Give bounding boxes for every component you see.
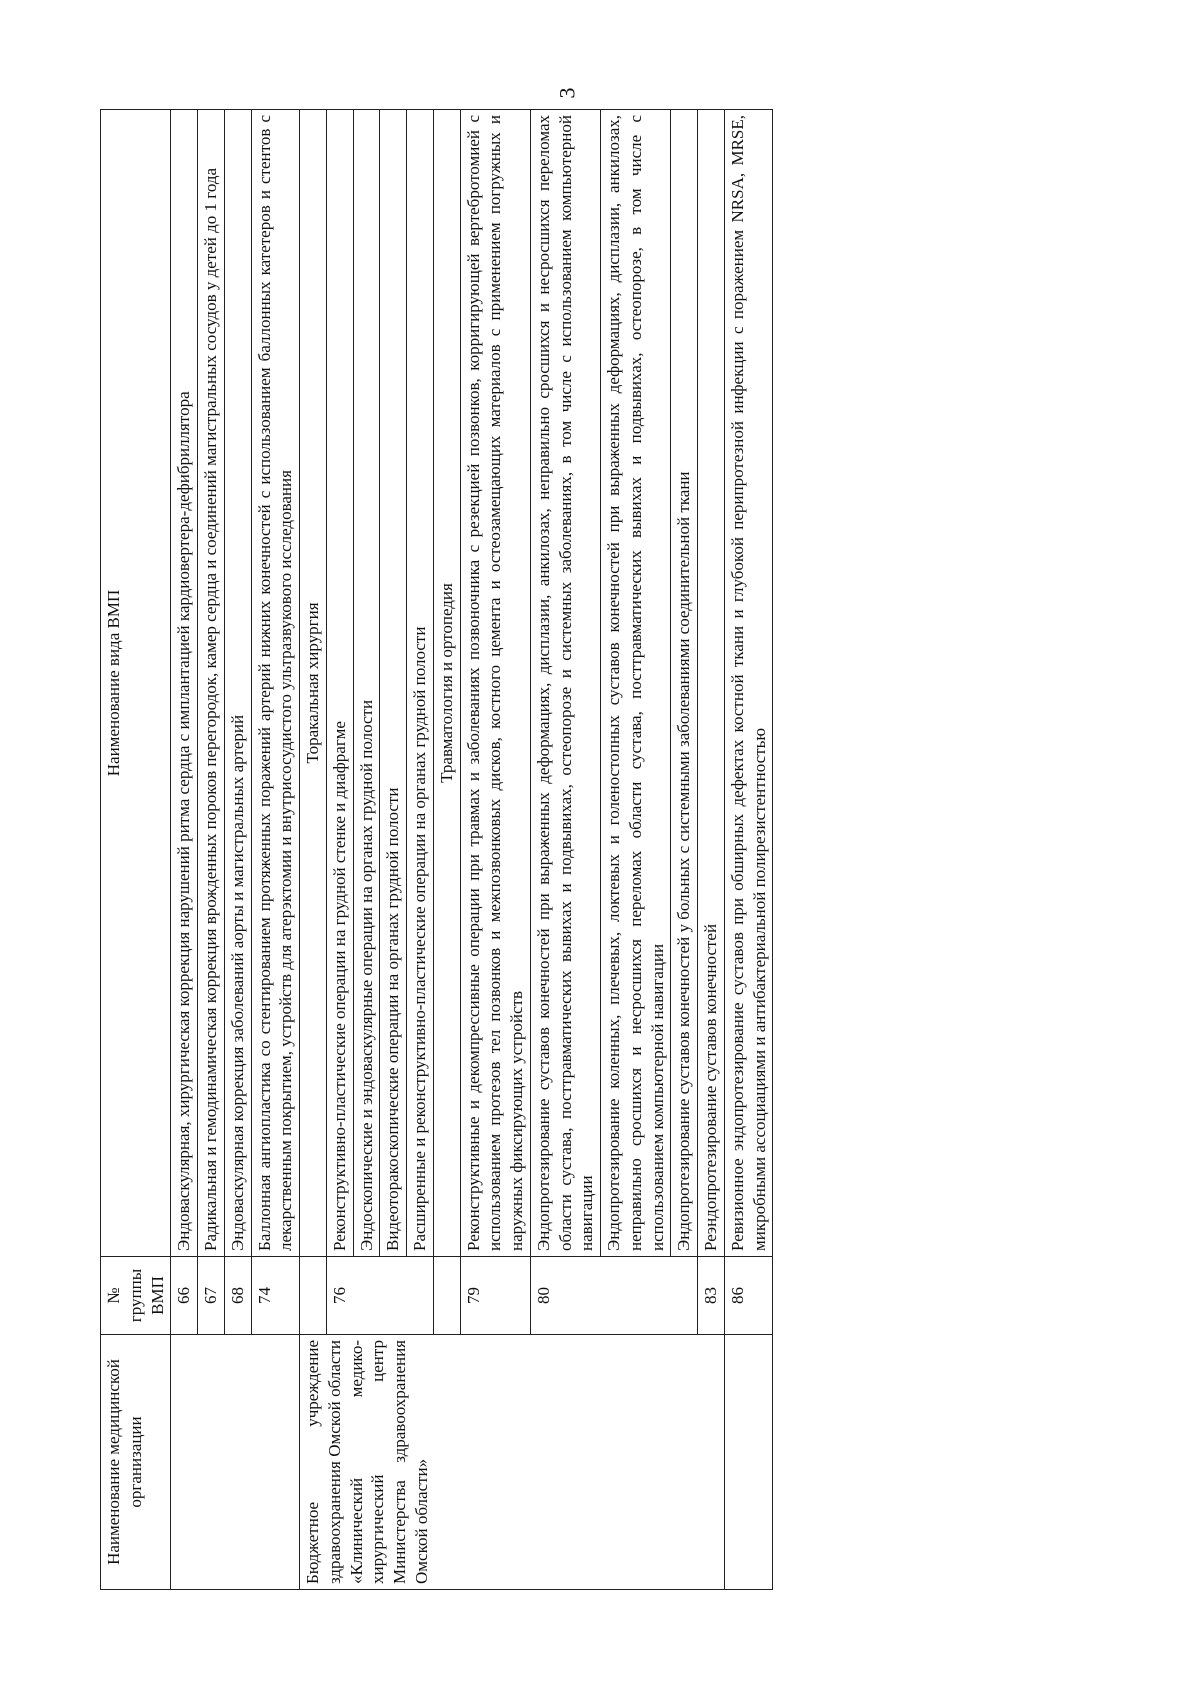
group-number: 86	[724, 1257, 773, 1335]
group-number: 83	[698, 1257, 725, 1335]
procedure-name: Реконструктивно-пластические операции на грудной стенке и диафрагме	[326, 110, 353, 1257]
vmp-table	[100, 109, 773, 1590]
section-title-thoracic: Торакальная хирургия	[300, 110, 327, 1257]
group-number: 67	[198, 1257, 225, 1335]
group-number: 74	[251, 1257, 300, 1335]
org-cell-empty	[724, 1335, 773, 1590]
group-number: 66	[171, 1257, 198, 1335]
header-group-number: № группы ВМП	[101, 1257, 171, 1335]
section-row	[300, 110, 327, 1590]
group-number: 80	[530, 1257, 697, 1335]
procedure-name: Ревизионное эндопротезирование суставов при обширных дефектах костной ткани и глубокой перипротезной инфекции с поражением NRSA, MRSE, микробными ассоциациями и антибактериальной полирезистентностью	[724, 110, 773, 1257]
organization-name: Бюджетное учреждение здравоохранения Омской области «Клинический медико-хирургический центр Министерства здравоохранения Омской области»	[300, 1335, 725, 1590]
header-vmp-name: Наименование вида ВМП	[101, 110, 171, 1257]
table-row	[171, 110, 198, 1590]
procedure-name: Расширенные и реконструктивно-пластические операции на органах грудной полости	[407, 110, 434, 1257]
rotated-page	[100, 110, 1080, 1590]
group-number: 76	[326, 1257, 433, 1335]
org-cell-empty	[171, 1335, 300, 1590]
procedure-name: Эндоскопические и эндоваскулярные операции на органах грудной полости	[353, 110, 380, 1257]
procedure-name: Эндопротезирование коленных, плечевых, локтевых и голеностопных суставов конечностей при выраженных деформациях, дисплазии, анкилозах, неправильно сросшихся и несросшихся переломах области сустава, посттравматических вывихах и подвывихах, остеопорозе, в том числе с использованием компьютерной навигации	[601, 110, 671, 1257]
table-row	[724, 110, 773, 1590]
procedure-name: Видеоторакоскопические операции на органах грудной полости	[380, 110, 407, 1257]
header-organization: Наименование медицинской организации	[101, 1335, 171, 1590]
procedure-name: Эндопротезирование суставов конечностей при выраженных деформациях, дисплазии, анкилозах, неправильно сросшихся и несросшихся переломах области сустава, посттравматических вывихах и подвывихах, остеопорозе и системных заболеваниях, в том числе с использованием компьютерной навигации	[530, 110, 600, 1257]
procedure-name: Эндопротезирование суставов конечностей у больных с системными заболеваниями соединительной ткани	[671, 110, 698, 1257]
procedure-name: Реконструктивные и декомпрессивные операции при травмах и заболеваниях позвоночника с резекцией позвонков, корригирующей вертебротомией с использованием протезов тел позвонков и межпозвонковых дисков, костного цемента и остеозамещающих материалов с применением погружных и наружных фиксирующих устройств	[460, 110, 530, 1257]
procedure-name: Реэндопротезирование суставов конечностей	[698, 110, 725, 1257]
section-title-trauma: Травматология и ортопедия	[433, 110, 460, 1257]
procedure-name: Эндоваскулярная коррекция заболеваний аорты и магистральных артерий	[224, 110, 251, 1257]
page-number: 3	[554, 87, 580, 99]
group-number: 79	[460, 1257, 530, 1335]
group-number: 68	[224, 1257, 251, 1335]
section-empty-cell	[433, 1257, 460, 1335]
procedure-name: Радикальная и гемодинамическая коррекция врожденных пороков перегородок, камер сердца и соединений магистральных сосудов у детей до 1 года	[198, 110, 225, 1257]
section-empty-cell	[300, 1257, 327, 1335]
procedure-name: Эндоваскулярная, хирургическая коррекция нарушений ритма сердца с имплантацией кардиовертера-дефибриллятора	[171, 110, 198, 1257]
table-header-row	[101, 110, 171, 1590]
procedure-name: Баллонная ангиопластика со стентированием протяженных поражений артерий нижних конечностей с использованием баллонных катетеров и стентов с лекарственным покрытием, устройств для атерэктомии и внутрисосудистого ультразвукового исследования	[251, 110, 300, 1257]
